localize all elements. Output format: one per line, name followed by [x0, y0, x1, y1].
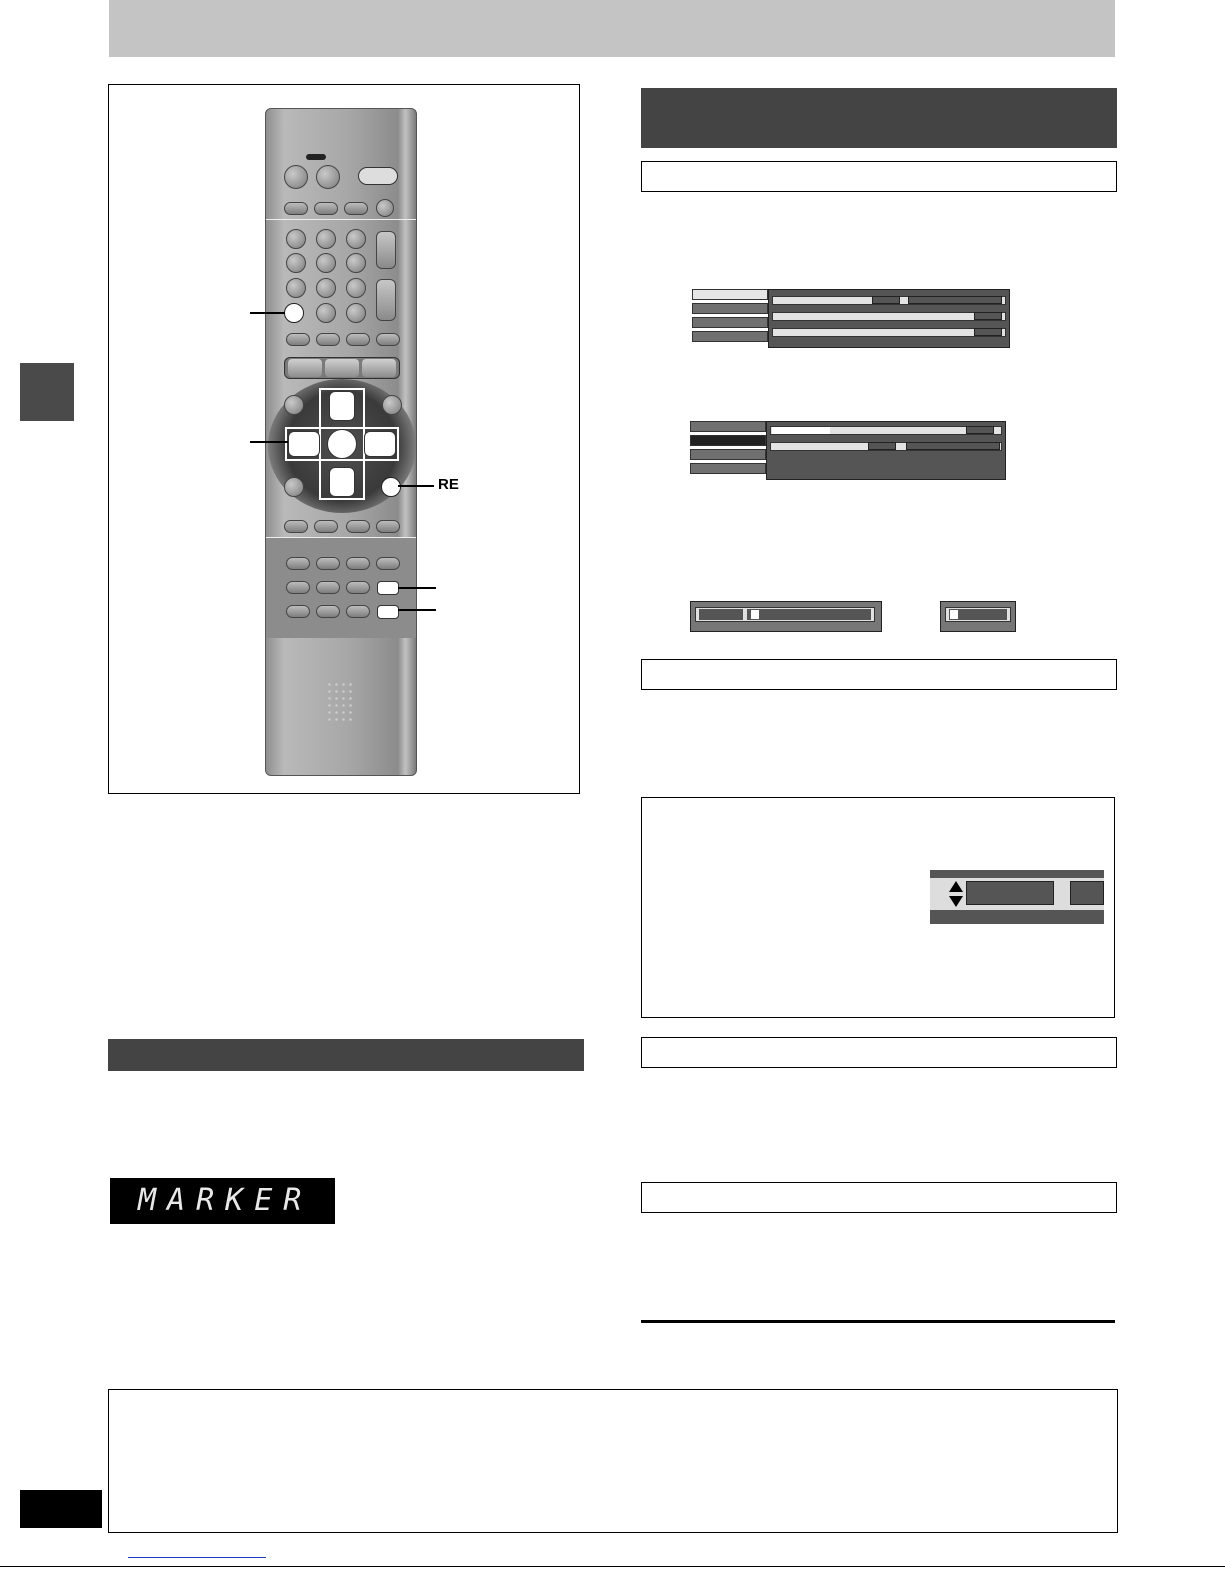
osd-key — [868, 442, 896, 450]
subheading-box — [641, 161, 1117, 192]
osd-tab — [692, 289, 768, 300]
function-button[interactable] — [376, 520, 400, 533]
up-arrow-icon[interactable] — [329, 391, 355, 421]
function-button[interactable] — [314, 202, 338, 215]
up-down-arrow-icon — [948, 880, 964, 908]
speaker-grille — [326, 681, 352, 721]
right-arrow-icon[interactable] — [364, 431, 396, 457]
tips-box — [108, 1389, 1118, 1533]
callout-line — [398, 609, 436, 611]
function-button[interactable] — [284, 395, 304, 415]
osd-screen — [690, 421, 1006, 480]
osd-cursor — [950, 610, 958, 619]
function-button[interactable] — [344, 202, 368, 215]
osd-screen — [692, 289, 1010, 348]
number-button[interactable] — [316, 253, 336, 273]
osd-key — [747, 609, 871, 620]
osd-key — [974, 328, 1002, 336]
skip-back-icon[interactable] — [286, 333, 310, 346]
section-heading-bar — [108, 1039, 584, 1071]
subheading-box — [641, 659, 1117, 690]
function-button[interactable] — [284, 477, 304, 497]
down-arrow-icon[interactable] — [329, 467, 355, 497]
highlighted-button[interactable] — [284, 303, 304, 323]
osd-key — [966, 426, 994, 434]
function-button[interactable] — [314, 520, 338, 533]
divider — [266, 219, 416, 220]
slow-back-icon[interactable] — [346, 557, 370, 570]
callout-line — [398, 587, 436, 589]
volume-rocker[interactable] — [376, 279, 396, 321]
channel-rocker[interactable] — [376, 231, 396, 269]
power-switch[interactable] — [358, 167, 398, 185]
unit-display: MARKER — [110, 1178, 335, 1224]
number-button[interactable] — [346, 253, 366, 273]
section-title-bar — [641, 88, 1117, 148]
number-button[interactable] — [316, 229, 336, 249]
osd-key — [908, 296, 1002, 304]
osd-bar — [690, 601, 882, 632]
number-button[interactable] — [346, 278, 366, 298]
osd-bar — [940, 601, 1016, 632]
osd-panel — [768, 289, 1010, 348]
callout-line — [398, 485, 434, 487]
function-button[interactable] — [286, 605, 310, 618]
number-button[interactable] — [286, 229, 306, 249]
header-band — [109, 0, 1115, 57]
osd-tab — [692, 317, 768, 328]
osd-tab — [690, 449, 766, 460]
callout-line — [250, 312, 285, 314]
function-button[interactable] — [316, 581, 340, 594]
return-button[interactable] — [381, 477, 401, 497]
subheading-box — [641, 1182, 1117, 1213]
pause-icon[interactable] — [325, 359, 359, 377]
number-button[interactable] — [316, 303, 336, 323]
number-button[interactable] — [346, 229, 366, 249]
subheading-box — [641, 1037, 1117, 1068]
section-rule — [641, 1320, 1115, 1323]
chapter-tab — [20, 363, 74, 421]
osd-tab — [690, 463, 766, 474]
osd-key — [974, 312, 1002, 320]
osd-tab — [692, 303, 768, 314]
skip-forward-icon[interactable] — [316, 333, 340, 346]
footer-link-underline — [128, 1557, 266, 1558]
osd-selection — [772, 427, 830, 434]
play-icon[interactable] — [362, 359, 396, 377]
function-button[interactable] — [346, 605, 370, 618]
osd-key — [906, 442, 1000, 450]
number-button[interactable] — [286, 253, 306, 273]
indicator-led — [306, 154, 326, 160]
function-button[interactable] — [316, 557, 340, 570]
note-box — [641, 797, 1115, 1018]
function-button[interactable] — [346, 581, 370, 594]
number-button[interactable] — [346, 303, 366, 323]
function-button[interactable] — [346, 520, 370, 533]
osd-selector — [930, 870, 1104, 924]
osd-tab — [690, 435, 766, 446]
callout-line — [250, 441, 288, 443]
stop-icon[interactable] — [288, 359, 322, 377]
left-arrow-icon[interactable] — [288, 431, 320, 457]
rewind-icon[interactable] — [346, 333, 370, 346]
power-icon[interactable] — [316, 165, 340, 189]
function-button[interactable] — [284, 202, 308, 215]
osd-key — [1070, 881, 1104, 905]
erase-button[interactable] — [377, 605, 399, 619]
function-button[interactable] — [286, 581, 310, 594]
osd-tab — [690, 421, 766, 432]
power-icon[interactable] — [284, 165, 308, 189]
footer-rule — [0, 1566, 1225, 1567]
marker-button[interactable] — [377, 581, 399, 595]
page-number-tab — [20, 1490, 102, 1528]
osd-key — [966, 881, 1054, 905]
osd-row — [772, 328, 1006, 337]
record-icon[interactable] — [376, 199, 394, 217]
osd-panel — [766, 421, 1006, 480]
function-button[interactable] — [316, 605, 340, 618]
enter-button[interactable] — [327, 429, 357, 459]
number-button[interactable] — [286, 278, 306, 298]
osd-key — [699, 609, 743, 620]
osd-row — [772, 312, 1006, 321]
slow-forward-icon[interactable] — [376, 557, 400, 570]
fast-forward-icon[interactable] — [376, 333, 400, 346]
function-button[interactable] — [382, 395, 402, 415]
osd-tab — [692, 331, 768, 342]
return-label: RE — [438, 476, 459, 493]
osd-key — [872, 296, 900, 304]
function-button[interactable] — [284, 520, 308, 533]
number-button[interactable] — [316, 278, 336, 298]
osd-cursor — [751, 610, 759, 619]
eject-icon[interactable] — [286, 557, 310, 570]
